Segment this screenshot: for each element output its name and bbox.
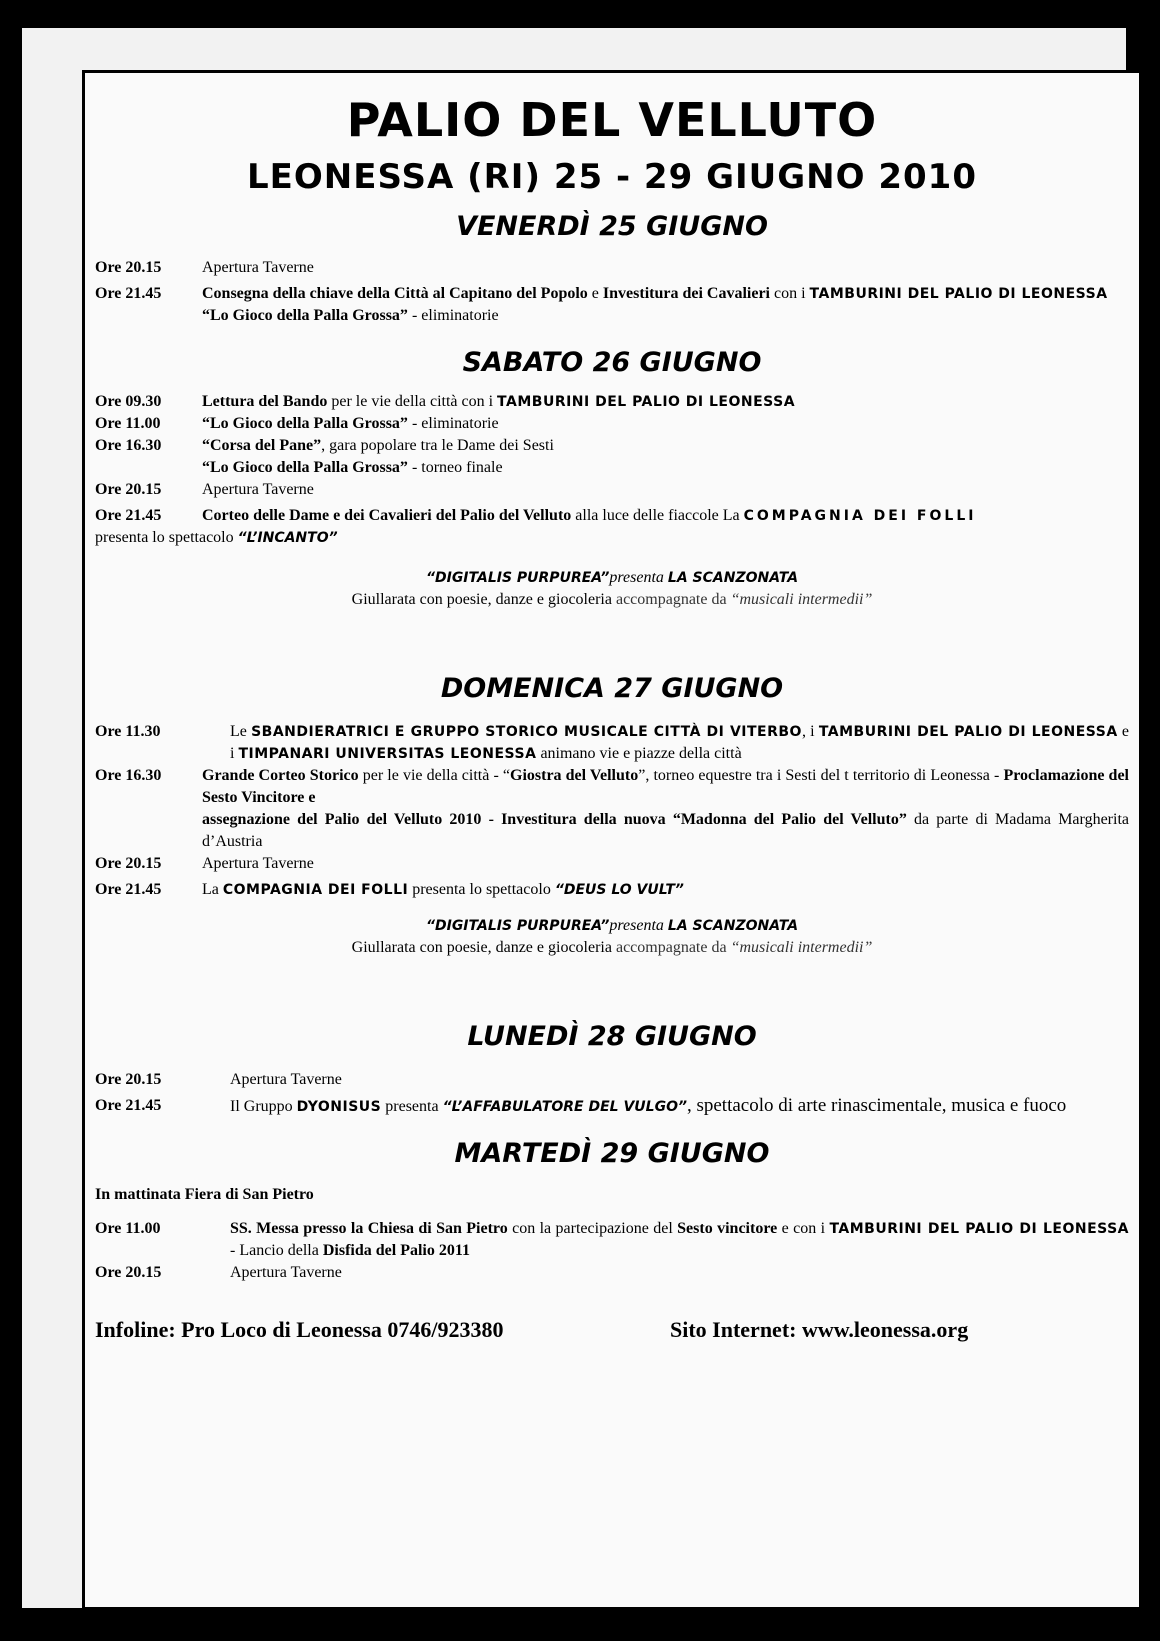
- show-text: “musicali intermedii”: [730, 591, 873, 608]
- torn-edge-top: [22, 22, 1126, 28]
- poster-frame: [82, 70, 1142, 1610]
- event-group-name: TIMPANARI UNIVERSITAS LEONESSA: [238, 746, 537, 762]
- event-time: Ore 09.30: [95, 393, 162, 410]
- event-text: Consegna della chiave della Città al Capitano del Popolo: [202, 285, 588, 302]
- event-row: [95, 1069, 1129, 1091]
- event-text: Apertura Taverne: [202, 855, 314, 872]
- event-text: Apertura Taverne: [230, 1071, 342, 1088]
- event-row: [95, 1262, 1129, 1284]
- event-text: per le vie della città - “: [358, 767, 510, 784]
- event-text: , spettacolo di arte rinascimentale, musica e fuoco: [686, 1095, 1067, 1116]
- event-text: e con i: [777, 1220, 830, 1237]
- event-row: [95, 505, 1129, 549]
- show-text: Giullarata con poesie, danze e giocoleria: [351, 939, 616, 956]
- event-time: Ore 21.45: [95, 1097, 162, 1114]
- event-row: [95, 283, 1129, 305]
- event-time: Ore 11.00: [95, 415, 161, 432]
- poster-content: [95, 93, 1129, 1344]
- morning-note: In mattinata Fiera di San Pietro: [95, 1186, 314, 1203]
- show-text: accompagnate da: [615, 939, 731, 956]
- event-text: , i: [801, 723, 819, 740]
- event-text: alla luce delle fiaccole La: [571, 507, 744, 524]
- event-text: - eliminatorie: [407, 415, 499, 432]
- event-time: Ore 20.15: [95, 481, 162, 498]
- event-text: con i: [770, 285, 810, 302]
- event-time: Ore 11.30: [95, 723, 161, 740]
- footer-info: [95, 1316, 1129, 1344]
- event-group-name: TAMBURINI DEL PALIO DI LEONESSA: [829, 1221, 1130, 1237]
- event-group-name: DYONISUS: [296, 1099, 382, 1115]
- event-row: [95, 305, 1129, 327]
- show-title: LA SCANZONATA: [667, 570, 799, 586]
- event-row: [95, 1095, 1129, 1118]
- event-text: Investitura dei Cavalieri: [602, 285, 770, 302]
- event-time: Ore 20.15: [95, 1264, 162, 1281]
- infoline: Infoline: Pro Loco di Leonessa 0746/923380: [95, 1317, 504, 1342]
- event-time: Ore 21.45: [95, 507, 162, 524]
- poster-subtitle: LEONESSA (RI) 25 - 29 GIUGNO 2010: [247, 157, 977, 197]
- event-row: [95, 879, 1129, 901]
- show-text: presenta: [609, 917, 668, 934]
- day-heading-friday: VENERDÌ 25 GIUGNO: [456, 211, 768, 242]
- event-time: Ore 21.45: [95, 285, 162, 302]
- event-text: ”, torneo equestre tra i Sesti del t territorio di Leonessa -: [638, 767, 1004, 784]
- event-time: Ore 16.30: [95, 767, 162, 784]
- event-time: Ore 11.00: [95, 1220, 161, 1237]
- event-text: Giostra del Velluto: [510, 767, 639, 784]
- company-name: “DIGITALIS PURPUREA”: [425, 918, 610, 934]
- event-group-name: TAMBURINI DEL PALIO DI LEONESSA: [809, 286, 1108, 302]
- day-heading-monday: LUNEDÌ 28 GIUGNO: [467, 1021, 757, 1052]
- event-row: [95, 391, 1129, 413]
- event-group-name: TAMBURINI DEL PALIO DI LEONESSA: [497, 394, 796, 410]
- event-text: - Lancio della: [230, 1242, 323, 1259]
- show-text: presenta: [609, 569, 668, 586]
- company-name: “DIGITALIS PURPUREA”: [425, 570, 610, 586]
- event-row: [95, 721, 1129, 765]
- show-announcement: [95, 915, 1129, 959]
- event-row: [95, 853, 1129, 875]
- show-title: “DEUS LO VULT”: [554, 882, 684, 898]
- event-text: Sesto vincitore: [677, 1220, 778, 1237]
- event-text: da parte di Madama Margherita d’Austria: [202, 811, 1129, 850]
- event-text: “Lo Gioco della Palla Grossa”: [202, 459, 408, 476]
- event-text: e i: [230, 723, 1130, 762]
- event-text: - torneo finale: [407, 459, 503, 476]
- event-row: [95, 479, 1129, 501]
- day-heading-saturday: SABATO 26 GIUGNO: [462, 347, 762, 378]
- event-text: presenta lo spettacolo: [408, 881, 555, 898]
- event-text: per le vie della città con i: [327, 393, 498, 410]
- event-text: SS. Messa presso la Chiesa di San Pietro: [230, 1220, 508, 1237]
- event-text: Il Gruppo: [230, 1098, 297, 1115]
- day-heading-sunday: DOMENICA 27 GIUGNO: [440, 673, 784, 704]
- show-title: “L’INCANTO”: [237, 530, 338, 546]
- event-text: assegnazione del Palio del Velluto 2010 - Investitura della nuova “Madonna del Palio del Velluto”: [202, 811, 907, 828]
- event-text: Apertura Taverne: [202, 481, 314, 498]
- event-time: Ore 16.30: [95, 437, 162, 454]
- event-row: [95, 1218, 1129, 1262]
- event-text: “Lo Gioco della Palla Grossa”: [202, 415, 408, 432]
- event-text: e: [587, 285, 603, 302]
- show-announcement: [95, 567, 1129, 611]
- event-text: animano vie e piazze della città: [536, 745, 742, 762]
- poster-title: PALIO DEL VELLUTO: [346, 93, 878, 147]
- event-text: La: [202, 881, 223, 898]
- event-group-name: SBANDIERATRICI E GRUPPO STORICO MUSICALE CITTÀ DI VITERBO: [251, 724, 802, 740]
- event-text: Lettura del Bando: [202, 393, 328, 410]
- event-group-name: COMPAGNIA DEI FOLLI: [222, 882, 409, 898]
- event-row: [95, 413, 1129, 435]
- event-time: Ore 21.45: [95, 881, 162, 898]
- website: Sito Internet: www.leonessa.org: [670, 1317, 969, 1342]
- poster-paper: [22, 22, 1130, 1616]
- event-text: Proclamazione del Sesto Vincitore e: [202, 767, 1130, 806]
- event-text: Disfida del Palio 2011: [322, 1242, 470, 1259]
- show-text: Giullarata con poesie, danze e giocoleria: [351, 591, 616, 608]
- event-row: [95, 257, 1129, 279]
- show-title: LA SCANZONATA: [667, 918, 799, 934]
- event-text: con la partecipazione del: [507, 1220, 678, 1237]
- event-time: Ore 20.15: [95, 855, 162, 872]
- event-text: Le: [230, 723, 252, 740]
- event-group-name: TAMBURINI DEL PALIO DI LEONESSA: [818, 724, 1118, 740]
- show-title: “L’AFFABULATORE DEL VULGO”: [442, 1099, 687, 1115]
- event-text: - eliminatorie: [407, 307, 499, 324]
- event-row: [95, 765, 1129, 853]
- event-time: Ore 20.15: [95, 1071, 162, 1088]
- show-text: “musicali intermedii”: [730, 939, 873, 956]
- event-text: “Corsa del Pane”: [202, 437, 322, 454]
- event-text: Apertura Taverne: [202, 259, 314, 276]
- event-group-name: COMPAGNIA DEI FOLLI: [743, 508, 977, 524]
- event-text: Grande Corteo Storico: [202, 767, 359, 784]
- event-time: Ore 20.15: [95, 259, 162, 276]
- day-heading-tuesday: MARTEDÌ 29 GIUGNO: [454, 1138, 770, 1169]
- event-text: Corteo delle Dame e dei Cavalieri del Palio del Velluto: [202, 507, 572, 524]
- event-row: [95, 457, 1129, 479]
- event-text: presenta: [381, 1098, 443, 1115]
- event-text: presenta lo spettacolo: [95, 529, 238, 546]
- event-text: , gara popolare tra le Dame dei Sesti: [321, 437, 554, 454]
- event-row: [95, 435, 1129, 457]
- event-text: “Lo Gioco della Palla Grossa”: [202, 307, 408, 324]
- show-text: accompagnate da: [615, 591, 731, 608]
- event-text: Apertura Taverne: [230, 1264, 342, 1281]
